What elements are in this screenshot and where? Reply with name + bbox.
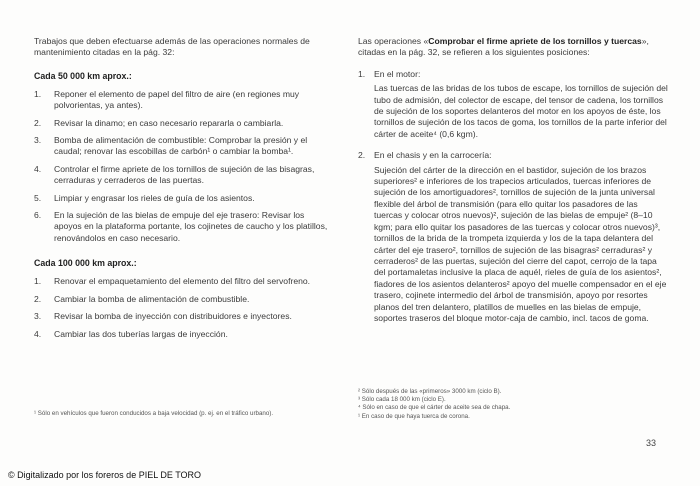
list-item: 1. Renovar el empaquetamiento del elemento del filtro del servofreno. bbox=[34, 276, 311, 287]
list-item: 3. Revisar la bomba de inyección con distribuidores e inyectores. bbox=[34, 311, 292, 322]
section-100000-heading: Cada 100 000 km aprox.: bbox=[34, 258, 137, 269]
list-item: 1. En el motor: Las tuercas de las bridas de los tubos de escape, los tornillos de sujeción del tubo de admisión, del colector de escape, del tensor de cadena, los tornillos de sujeción de los soportes delanteros del motor en los apoyos de éste, los tornillos de sujeción de los tacos de goma, los tornillos de la parte inferior del cárter de aceite⁴ (0,6 kgm). bbox=[358, 68, 668, 139]
right-footnotes bbox=[358, 388, 668, 421]
left-footnote: ¹ Sólo en vehículos que fueron conducidos a baja velocidad (p. ej. en el tráfico urbano). bbox=[34, 410, 274, 417]
list-item: 3. Bomba de alimentación de combustible: Comprobar la presión y el caudal; renovar las escobillas de carbón¹ o cambiar la bomba¹. bbox=[34, 135, 308, 157]
section-50000-heading: Cada 50 000 km aprox.: bbox=[34, 70, 132, 81]
footnote: ⁴ Sólo en caso de que el cárter de aceite sea de chapa. bbox=[358, 404, 511, 412]
page-number: 33 bbox=[646, 438, 657, 448]
footnote: ¹ En caso de que haya tuerca de corona. bbox=[358, 412, 470, 420]
right-intro: Las operaciones «Comprobar el firme apriete de los tornillos y tuercas», citadas en la pág. 32, se refieren a los siguientes posiciones: bbox=[358, 36, 649, 58]
list-item: 5. Limpiar y engrasar los rieles de guía de los asientos. bbox=[34, 192, 255, 203]
footnote: ² Sólo después de las «primeros» 3000 km (ciclo B). bbox=[358, 388, 502, 395]
list-item: 4. Controlar el firme apriete de los tornillos de sujeción de las bisagras, cerraduras y cerraderos de las puertas. bbox=[34, 163, 315, 186]
list-item: 2. Revisar la dinamo; en caso necesario repararla o cambiarla. bbox=[34, 117, 284, 128]
section-50000-list bbox=[34, 89, 334, 244]
right-column bbox=[358, 36, 668, 324]
item-body: Las tuercas de las bridas de los tubos de escape, los tornillos de sujeción del tubo de admisión, del colector de escape, del tensor de cadena, los tornillos de sujeción de los soportes delanteros del motor en los apoyos de éste, los tornillos de sujeción de los tacos de goma, los tornillos de la parte inferior del cárter de aceite⁴ (0,6 kgm). bbox=[374, 83, 668, 139]
item-title: En el chasis y en la carrocería: bbox=[374, 150, 492, 161]
list-item: 4. Cambiar las dos tuberías largas de inyección. bbox=[34, 328, 228, 339]
footnote: ³ Sólo cada 18 000 km (ciclo E). bbox=[358, 396, 446, 404]
item-body: Sujeción del cárter de la dirección en el bastidor, sujeción de los brazos superiores² e inferiores de los trapecios articulados, tuercas inferiores de sujeción de los amortiguadores², tornillos de sujeción de la junta universal flexible del árbol de transmisión (para ello quitar los pasadores de las tuercas y colocar otros nuevos)², sujeción de las bielas de empuje² (8–10 kgm; para ello quitar los pasadores de las tuercas y colocar otros nuevos)³, tornillos de la brida de la trompeta izquierda y los de la tapa delantera del cárter del eje trasero², tornillos de sujeción de las bisagras² cerraduras² y cerraderos² de las puertas, sujeción del cierre del capot, cerrojo de la tapa del portamaletas inclusive la placa de aquél, rieles de guía de los asientos², fiadores de los asientos delanteros² apoyo del muelle compensador en el eje trasero, cojinete intermedio del árbol de transmisión, apoyo por resortes planos del tren delantero, platillos de muelles en las bielas de empuje, soportes traseros del bloque motor-caja de cambio, incl. tacos de goma. bbox=[374, 164, 667, 323]
list-item: 2. En el chasis y en la carrocería: Sujeción del cárter de la dirección en el bastidor, sujeción de los brazos superiores² e inferiores de los trapecios articulados, tuercas inferiores de sujeción de los amortiguadores², tornillos de sujeción de la junta universal flexible del árbol de transmisión (para ello quitar los pasadores de las tuercas y colocar otros nuevos)², sujeción de las bielas de empuje² (8–10 kgm; para ello quitar los pasadores de las tuercas y colocar otros nuevos)³, tornillos de la brida de la trompeta izquierda y los de la tapa delantera del cárter del eje trasero², tornillos de sujeción de las bisagras² cerraduras² y cerraderos² de las puertas, sujeción del cierre del capot, cerrojo de la tapa del portamaletas inclusive la placa de aquél, rieles de guía de los asientos², fiadores de los asientos delanteros² apoyo del muelle compensador en el eje trasero, cojinete intermedio del árbol de transmisión, apoyo por resortes planos del tren delantero, platillos de muelles en las bielas de empuje, soportes traseros del bloque motor-caja de cambio, incl. tacos de goma. bbox=[358, 150, 667, 323]
section-100000-list bbox=[34, 276, 334, 340]
list-item: 1. Reponer el elemento de papel del filtro de aire (en regiones muy polvorientas, ya antes). bbox=[34, 88, 300, 111]
credit-line: © Digitalizado por los foreros de PIEL DE TORO bbox=[8, 470, 202, 480]
list-item: 6. En la sujeción de las bielas de empuje del eje trasero: Revisar los apoyos en la plataforma portante, los cojinetes de caucho y los platillos, renovándolos en caso necesario. bbox=[34, 210, 328, 243]
left-intro: Trabajos que deben efectuarse además de las operaciones normales de mantenimiento citadas en la pág. 32: bbox=[34, 36, 310, 58]
left-column bbox=[34, 36, 334, 346]
item-title: En el motor: bbox=[374, 68, 421, 79]
list-item: 2. Cambiar la bomba de alimentación de combustible. bbox=[34, 293, 250, 304]
